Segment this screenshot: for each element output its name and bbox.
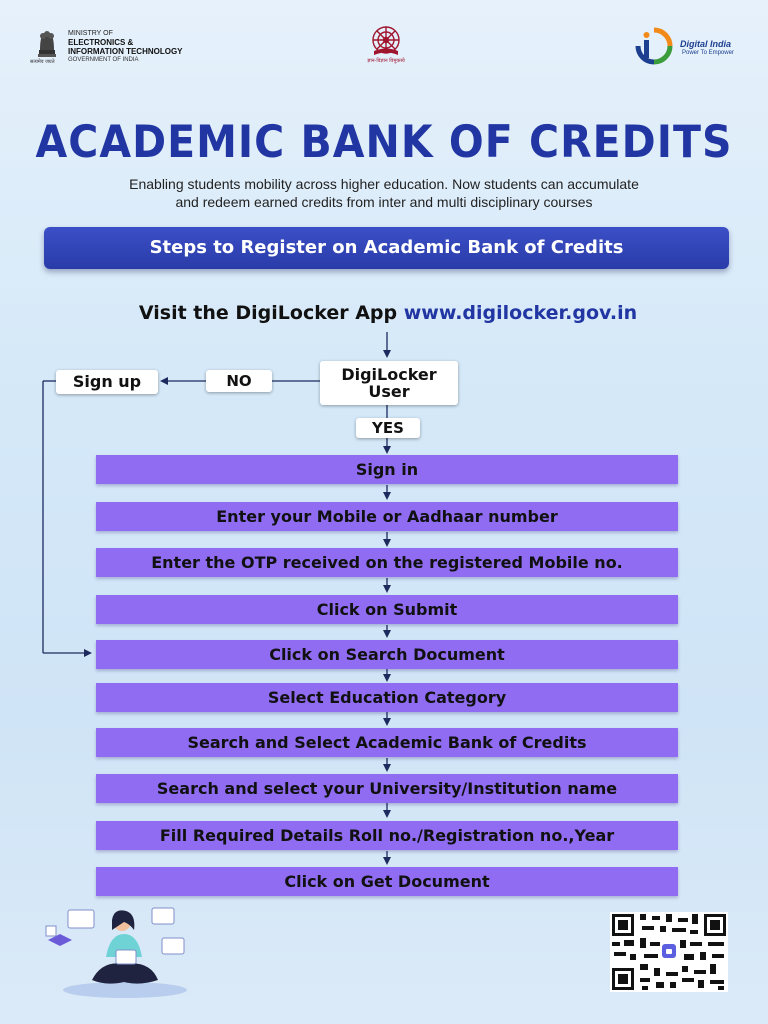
ministry-line3: INFORMATION TECHNOLOGY (68, 47, 183, 56)
step-select-abc: Search and Select Academic Bank of Credits (96, 728, 678, 757)
step-search-document: Click on Search Document (96, 640, 678, 669)
signup-box[interactable]: Sign up (56, 370, 158, 394)
step-select-university: Search and select your University/Institution name (96, 774, 678, 803)
decision-line1: DigiLocker (341, 365, 437, 384)
digital-india-tagline: Power To Empower (682, 50, 734, 56)
yes-label: YES (356, 418, 420, 438)
digital-india-name: Digital India (680, 39, 732, 49)
step-get-document: Click on Get Document (96, 867, 678, 896)
step-sign-in: Sign in (96, 455, 678, 484)
ministry-line4: GOVERNMENT OF INDIA (68, 57, 139, 63)
step-enter-mobile: Enter your Mobile or Aadhaar number (96, 502, 678, 531)
document-icon (68, 910, 94, 928)
subtitle-line1: Enabling students mobility across higher education. Now students can accumulate (129, 176, 639, 192)
visit-instruction (0, 302, 768, 324)
books-icon (46, 926, 56, 936)
ministry-line1: MINISTRY OF (68, 30, 113, 37)
step-click-submit: Click on Submit (96, 595, 678, 624)
no-label: NO (206, 370, 272, 392)
steps-banner: Steps to Register on Academic Bank of Credits (44, 227, 729, 269)
step-enter-otp: Enter the OTP received on the registered Mobile no. (96, 548, 678, 577)
decision-digilocker-user (320, 361, 458, 405)
student-illustration (40, 902, 200, 1002)
paper-icon (162, 938, 184, 954)
visit-text: Visit the DigiLocker App (138, 302, 404, 324)
step-select-category: Select Education Category (96, 683, 678, 712)
ministry-line2: ELECTRONICS & (68, 38, 134, 47)
subtitle-line2: and redeem earned credits from inter and multi disciplinary courses (175, 194, 593, 210)
decision-line2: User (368, 382, 410, 401)
certificate-icon (152, 908, 174, 924)
qr-code[interactable] (610, 912, 728, 992)
step-fill-details: Fill Required Details Roll no./Registration no.,Year (96, 821, 678, 850)
digilocker-url[interactable]: www.digilocker.gov.in (403, 302, 638, 324)
motto: सत्यमेव जयते (30, 59, 55, 65)
page-title: ACADEMIC BANK OF CREDITS (35, 116, 733, 168)
ugc-caption: ज्ञान-विज्ञान विमुक्तये (367, 58, 405, 64)
